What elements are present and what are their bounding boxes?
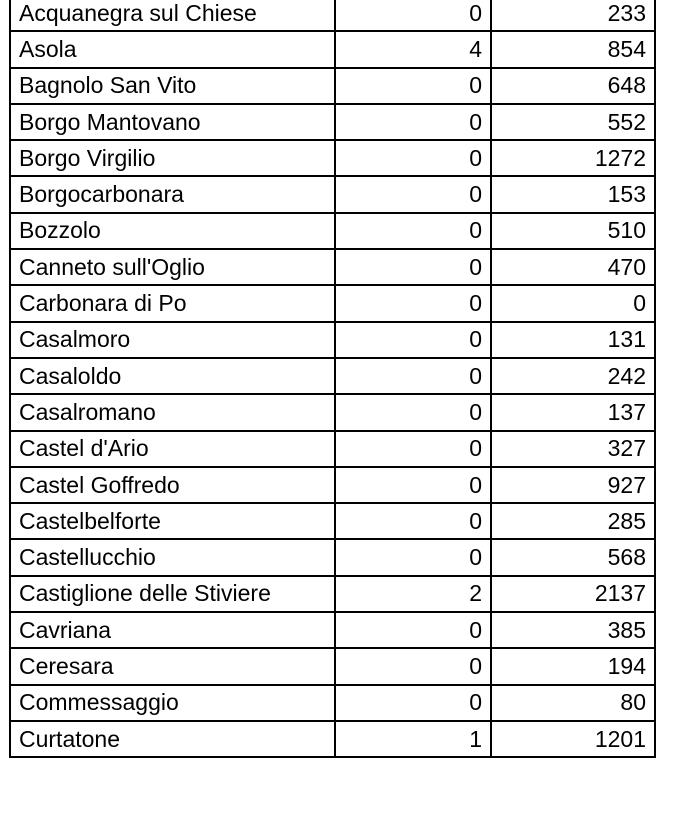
table-row — [10, 539, 655, 575]
municipality-cell[interactable]: Castel Goffredo — [10, 467, 335, 503]
municipality-cell[interactable]: Ceresara — [10, 648, 335, 684]
total-cell[interactable]: 648 — [491, 68, 655, 104]
table-row — [10, 140, 655, 176]
count-cell[interactable]: 0 — [335, 0, 491, 31]
total-cell[interactable]: 0 — [491, 285, 655, 321]
count-cell[interactable]: 0 — [335, 140, 491, 176]
count-cell[interactable]: 0 — [335, 685, 491, 721]
table-row — [10, 104, 655, 140]
table-row — [10, 0, 655, 31]
municipality-cell[interactable]: Curtatone — [10, 721, 335, 757]
municipality-cell[interactable]: Acquanegra sul Chiese — [10, 0, 335, 31]
municipality-cell[interactable]: Borgocarbonara — [10, 176, 335, 212]
count-cell[interactable]: 0 — [335, 648, 491, 684]
total-cell[interactable]: 137 — [491, 394, 655, 430]
total-cell[interactable]: 233 — [491, 0, 655, 31]
table-row — [10, 467, 655, 503]
table-row — [10, 721, 655, 757]
count-cell[interactable]: 0 — [335, 249, 491, 285]
municipality-cell[interactable]: Casaloldo — [10, 358, 335, 394]
count-cell[interactable]: 2 — [335, 576, 491, 612]
table-row — [10, 503, 655, 539]
total-cell[interactable]: 194 — [491, 648, 655, 684]
count-cell[interactable]: 0 — [335, 431, 491, 467]
municipality-cell[interactable]: Canneto sull'Oglio — [10, 249, 335, 285]
count-cell[interactable]: 4 — [335, 31, 491, 67]
count-cell[interactable]: 0 — [335, 394, 491, 430]
municipality-cell[interactable]: Asola — [10, 31, 335, 67]
count-cell[interactable]: 0 — [335, 539, 491, 575]
municipality-cell[interactable]: Carbonara di Po — [10, 285, 335, 321]
total-cell[interactable]: 285 — [491, 503, 655, 539]
count-cell[interactable]: 0 — [335, 358, 491, 394]
total-cell[interactable]: 927 — [491, 467, 655, 503]
total-cell[interactable]: 131 — [491, 322, 655, 358]
table-row — [10, 322, 655, 358]
total-cell[interactable]: 153 — [491, 176, 655, 212]
total-cell[interactable]: 242 — [491, 358, 655, 394]
count-cell[interactable]: 0 — [335, 176, 491, 212]
municipality-cell[interactable]: Casalmoro — [10, 322, 335, 358]
table-row — [10, 68, 655, 104]
count-cell[interactable]: 0 — [335, 213, 491, 249]
total-cell[interactable]: 510 — [491, 213, 655, 249]
table-row — [10, 213, 655, 249]
municipality-cell[interactable]: Castiglione delle Stiviere — [10, 576, 335, 612]
total-cell[interactable]: 1272 — [491, 140, 655, 176]
table-row — [10, 648, 655, 684]
municipality-cell[interactable]: Cavriana — [10, 612, 335, 648]
municipality-cell[interactable]: Bozzolo — [10, 213, 335, 249]
count-cell[interactable]: 0 — [335, 285, 491, 321]
table-row — [10, 358, 655, 394]
municipality-cell[interactable]: Borgo Virgilio — [10, 140, 335, 176]
count-cell[interactable]: 0 — [335, 68, 491, 104]
municipality-cell[interactable]: Borgo Mantovano — [10, 104, 335, 140]
total-cell[interactable]: 470 — [491, 249, 655, 285]
count-cell[interactable]: 0 — [335, 503, 491, 539]
total-cell[interactable]: 552 — [491, 104, 655, 140]
total-cell[interactable]: 2137 — [491, 576, 655, 612]
municipality-cell[interactable]: Bagnolo San Vito — [10, 68, 335, 104]
table-row — [10, 249, 655, 285]
total-cell[interactable]: 568 — [491, 539, 655, 575]
table-row — [10, 285, 655, 321]
municipality-cell[interactable]: Commessaggio — [10, 685, 335, 721]
municipality-cell[interactable]: Castelbelforte — [10, 503, 335, 539]
table-row — [10, 394, 655, 430]
count-cell[interactable]: 1 — [335, 721, 491, 757]
table-body — [10, 0, 655, 757]
table-row — [10, 612, 655, 648]
total-cell[interactable]: 1201 — [491, 721, 655, 757]
total-cell[interactable]: 327 — [491, 431, 655, 467]
table-row — [10, 685, 655, 721]
table-row — [10, 576, 655, 612]
municipality-table — [9, 0, 656, 758]
total-cell[interactable]: 385 — [491, 612, 655, 648]
municipality-cell[interactable]: Casalromano — [10, 394, 335, 430]
total-cell[interactable]: 854 — [491, 31, 655, 67]
count-cell[interactable]: 0 — [335, 104, 491, 140]
count-cell[interactable]: 0 — [335, 322, 491, 358]
table-row — [10, 176, 655, 212]
count-cell[interactable]: 0 — [335, 467, 491, 503]
total-cell[interactable]: 80 — [491, 685, 655, 721]
municipality-cell[interactable]: Castel d'Ario — [10, 431, 335, 467]
table-row — [10, 431, 655, 467]
table-row — [10, 31, 655, 67]
municipality-cell[interactable]: Castellucchio — [10, 539, 335, 575]
count-cell[interactable]: 0 — [335, 612, 491, 648]
